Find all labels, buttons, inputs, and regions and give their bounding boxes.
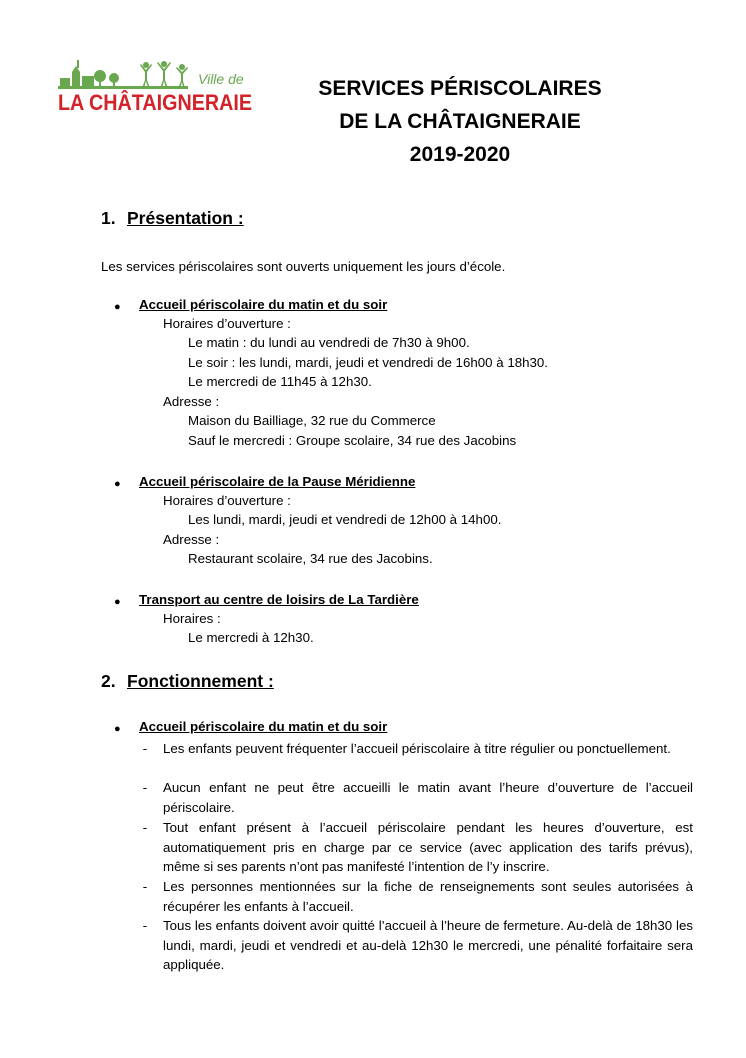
section-2-heading <box>101 671 274 692</box>
item-1-hours-line: Le mercredi de 11h45 à 12h30. <box>188 374 372 389</box>
rule-item: Les enfants peuvent fréquenter l’accueil périscolaire à titre régulier ou ponctuellement. <box>163 741 671 756</box>
item-3-title: Transport au centre de loisirs de La Tardière <box>139 592 419 607</box>
page-title <box>200 72 720 171</box>
item-2-hours-line: Les lundi, mardi, jeudi et vendredi de 12h00 à 14h00. <box>188 512 502 527</box>
rule-item: Aucun enfant ne peut être accueilli le matin avant l’heure d’ouverture de l’accueil périscolaire. <box>163 780 693 815</box>
section-2-heading-text: Fonctionnement : <box>127 671 274 691</box>
item-3-hours-label: Horaires : <box>163 611 221 626</box>
item-1-title: Accueil périscolaire du matin et du soir <box>139 297 388 312</box>
logo-subtitle-text: Ville de <box>198 71 244 87</box>
rule-item: Tout enfant présent à l’accueil périscolaire pendant les heures d’ouverture, est automatiquement pris en charge par ce service (avec application des tarifs prévus), même si ses parents n’ont pas manifesté l’intention de l’y inscrire. <box>163 820 693 874</box>
logo-name-text: LA CHÂTAIGNERAIE <box>58 90 252 115</box>
title-line-3: 2019-2020 <box>409 143 511 166</box>
item-3-hours-line: Le mercredi à 12h30. <box>188 630 314 645</box>
section-2-number: 2. <box>101 671 116 691</box>
bullet-icon: ● <box>114 301 121 313</box>
rule-item: Les personnes mentionnées sur la fiche de renseignements sont seules autorisées à récupérer les enfants à l’accueil. <box>163 879 693 914</box>
section-1-intro: Les services périscolaires sont ouverts uniquement les jours d’école. <box>101 259 506 274</box>
title-line-2: DE LA CHÂTAIGNERAIE <box>339 110 581 133</box>
item-1-hours-label: Horaires d’ouverture : <box>163 316 291 331</box>
bullet-icon: ● <box>114 723 121 735</box>
section-1-heading <box>101 208 244 229</box>
item-1-hours-line: Le matin : du lundi au vendredi de 7h30 à 9h00. <box>188 335 470 350</box>
item-1-hours-line: Le soir : les lundi, mardi, jeudi et vendredi de 16h00 à 18h30. <box>188 355 548 370</box>
bullet-icon: ● <box>114 596 121 608</box>
section-2-item-title: Accueil périscolaire du matin et du soir <box>139 719 388 734</box>
dash-marker: - <box>142 741 148 756</box>
item-2-address-label: Adresse : <box>163 532 220 547</box>
section-1-number: 1. <box>101 208 116 228</box>
dash-marker: - <box>142 918 148 933</box>
section-1-heading-text: Présentation : <box>127 208 244 228</box>
dash-marker: - <box>142 820 148 835</box>
item-1-address-label: Adresse : <box>163 394 220 409</box>
item-2-hours-label: Horaires d’ouverture : <box>163 493 291 508</box>
dash-marker: - <box>142 879 148 894</box>
item-1-address-line: Maison du Bailliage, 32 rue du Commerce <box>188 413 436 428</box>
dash-marker: - <box>142 780 148 795</box>
rule-item: Tous les enfants doivent avoir quitté l’accueil à l’heure de fermeture. Au-delà de 18h30 les lundi, mardi, jeudi et vendredi et au-delà 12h30 le mercredi, une pénalité forfaitaire sera appliquée. <box>163 918 693 972</box>
item-2-title: Accueil périscolaire de la Pause Méridienne <box>139 474 416 489</box>
item-1-address-line: Sauf le mercredi : Groupe scolaire, 34 rue des Jacobins <box>188 433 517 448</box>
title-line-1: SERVICES PÉRISCOLAIRES <box>318 77 602 100</box>
bullet-icon: ● <box>114 478 121 490</box>
item-2-address-line: Restaurant scolaire, 34 rue des Jacobins. <box>188 551 433 566</box>
